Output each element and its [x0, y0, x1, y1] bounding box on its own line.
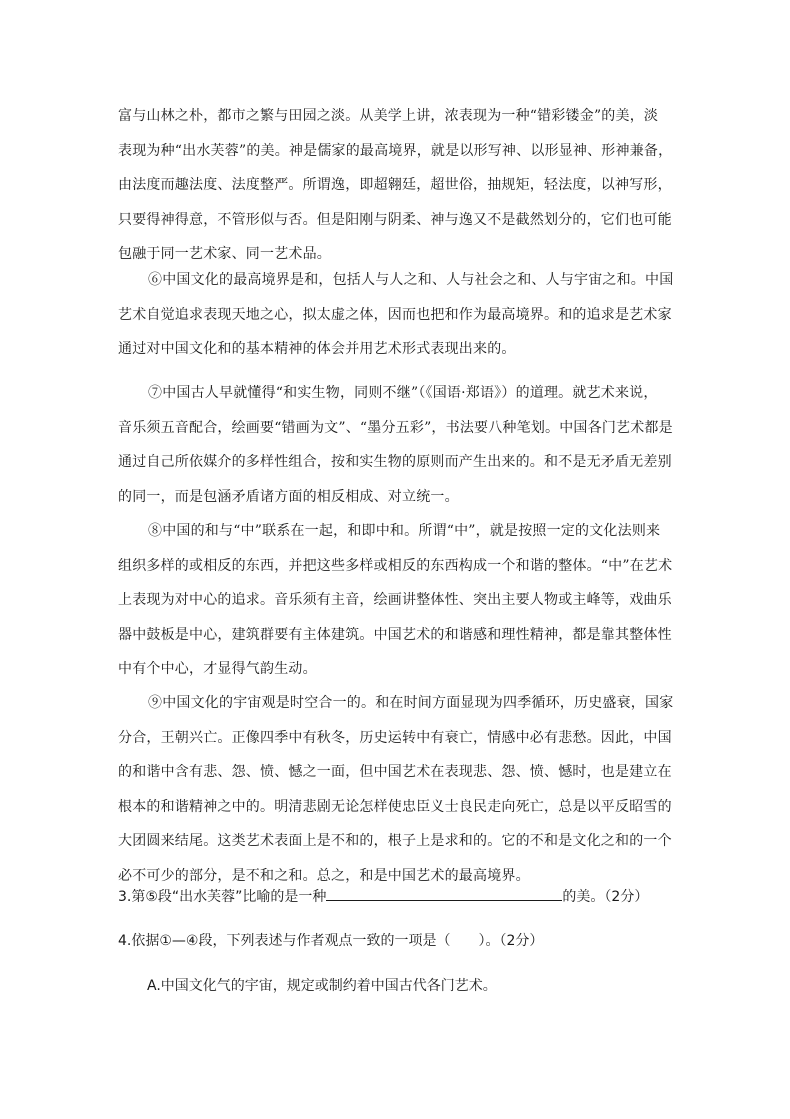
answer-blank[interactable] — [326, 885, 562, 901]
paragraph-9 — [118, 686, 680, 893]
text-line: 只要得神得意，不管形似与否。但是阳刚与阴柔、神与逸又不是截然划分的，它们也可能 — [118, 211, 672, 228]
text-line: ⑨中国文化的宇宙观是时空合一的。和在时间方面显现为四季循环，历史盛衰，国家 — [148, 695, 674, 711]
question-4-prompt: 4.依据①—④段，下列表述与作者观点一致的一项是（ ）。（2分） — [118, 933, 544, 949]
question-3-suffix: 的美。（2分） — [562, 889, 649, 905]
text-line: ⑦中国古人早就懂得“和实生物，同则不继”（《国语·郑语》）的道理。就艺术来说， — [148, 385, 658, 401]
text-line: 组织多样的或相反的东西，并把这些多样或相反的东西构成一个和谐的整体。“中”在艺术 — [118, 557, 673, 574]
text-line: ⑥中国文化的最高境界是和，包括人与人之和、人与社会之和、人与宇宙之和。中国 — [148, 272, 674, 288]
text-line: 由法度而趣法度、法度整严。所谓逸，即超翱廷，超世俗，抽规矩，轻法度，以神写形， — [118, 177, 672, 193]
paragraph-6 — [118, 263, 680, 367]
question-3-prompt: 3.第⑤段“出水芙蓉”比喻的是一种 — [118, 889, 327, 905]
text-line: 分合，王朝兴亡。正像四季中有秋冬，历史运转中有衰亡，情感中必有悲愁。因此，中国 — [118, 729, 672, 746]
text-line: 的和谐中含有悲、怨、愤、憾之一面，但中国艺术在表现悲、怨、愤、憾时，也是建立在 — [118, 764, 672, 780]
paragraph-7 — [118, 376, 680, 514]
text-line: 富与山林之朴，都市之繁与田园之淡。从美学上讲，浓表现为一种“错彩镂金”的美，淡 — [118, 108, 659, 124]
text-line: 包融于同一艺术家、同一艺术品。 — [118, 246, 331, 262]
question-4 — [118, 929, 718, 953]
text-line: 通过自己所依媒介的多样性组合，按和实生物的原则而产生出来的。和不是无矛盾无差别 — [118, 454, 672, 470]
text-line: 器中鼓板是中心，建筑群要有主体建筑。中国艺术的和谐感和理性精神，都是靠其整体性 — [118, 626, 672, 643]
text-line: 中有个中心，才显得气韵生动。 — [118, 661, 317, 677]
text-line: 艺术自觉追求表现天地之心，拟太虚之体，因而也把和作为最高境界。和的追求是艺术家 — [118, 306, 672, 323]
text-line: ⑧中国的和与“中”联系在一起，和即中和。所谓“中”，就是按照一定的文化法则来 — [148, 523, 661, 539]
text-line: 必不可少的部分，是不和之和。总之，和是中国艺术的最高境界。 — [118, 867, 530, 884]
option-a-text: A.中国文化气的宇宙，规定或制约着中国古代各门艺术。 — [147, 978, 497, 994]
text-line: 通过对中国文化和的基本精神的体会并用艺术形式表现出来的。 — [118, 341, 516, 357]
question-3 — [118, 885, 718, 909]
paragraph-8 — [118, 514, 680, 687]
text-line: 的同一，而是包涵矛盾诸方面的相反相成、对立统一。 — [118, 488, 459, 505]
option-a — [147, 974, 497, 998]
text-line: 根本的和谐精神之中的。明清悲剧无论怎样使忠臣义士良民走向死亡，总是以平反昭雪的 — [118, 798, 672, 815]
text-line: 表现为种“出水芙蓉”的美。神是儒家的最高境界，就是以形写神、以形显神、形神兼备， — [118, 142, 673, 159]
text-line: 大团圆来结尾。这类艺术表面上是不和的，根子上是求和的。它的不和是文化之和的一个 — [118, 833, 672, 849]
text-line: 上表现为对中心的追求。音乐须有主音，绘画讲整体性、突出主要人物或主峰等，戏曲乐 — [118, 592, 672, 608]
text-line: 音乐须五音配合，绘画要“错画为文”、“墨分五彩”，书法要八种笔划。中国各门艺术都是 — [118, 419, 673, 436]
paragraph-5-continued — [118, 99, 680, 272]
